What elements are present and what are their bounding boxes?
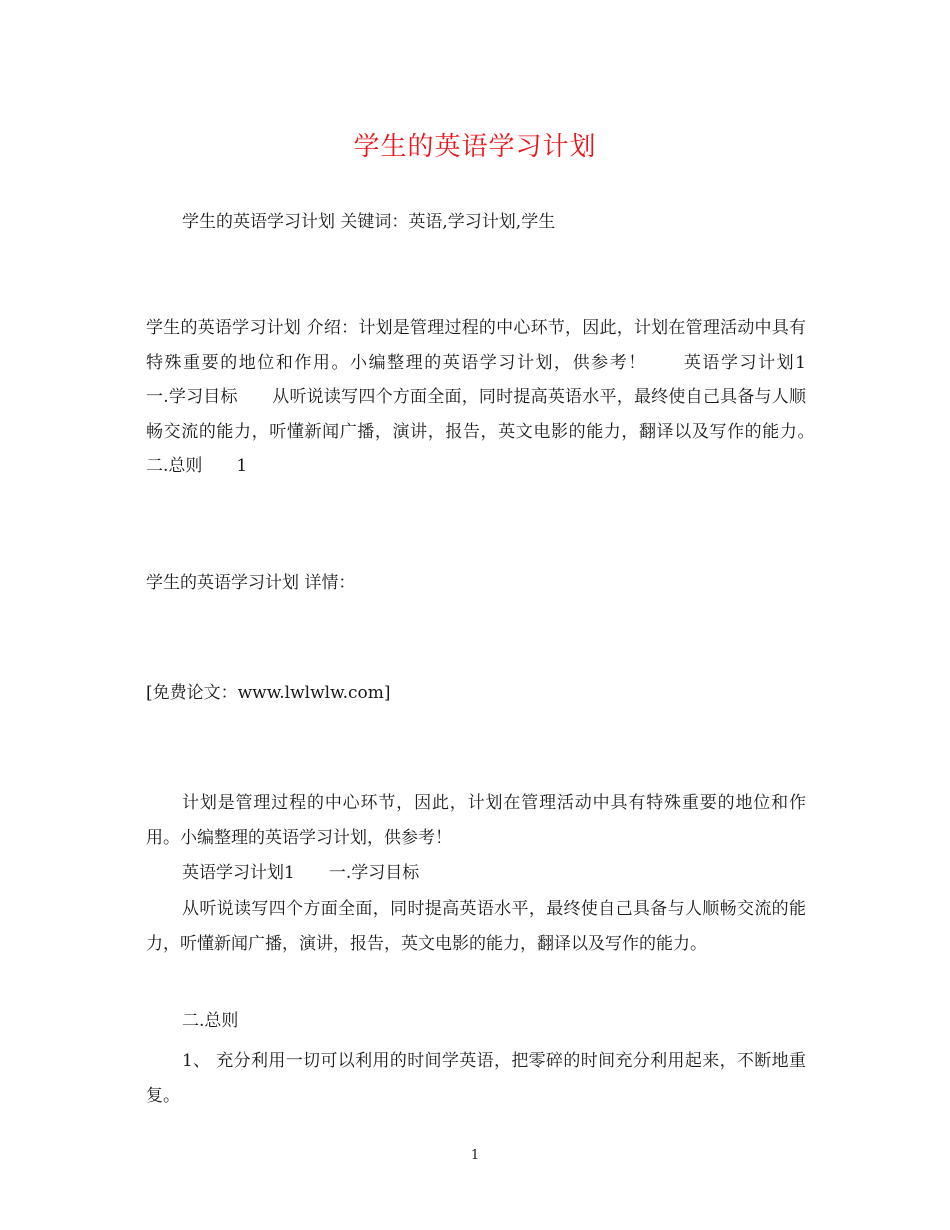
details-heading: 学生的英语学习计划 详情： [146, 573, 356, 593]
plan-label: 英语学习计划1 [182, 863, 295, 883]
document-title: 学生的英语学习计划 [353, 132, 597, 162]
body-paragraph-3: 从听说读写四个方面全面，同时提高英语水平，最终使自己具备与人顺畅交流的能力，听懂新闻广播，演讲，报告，英文电影的能力，翻译以及写作的能力。 [146, 899, 806, 954]
keywords-line: 学生的英语学习计划 关键词：英语,学习计划,学生 [182, 212, 556, 232]
page-number: 1 [470, 1148, 480, 1163]
source-note: [免费论文：www.lwlwlw.com] [146, 683, 391, 703]
goal-heading: 一.学习目标 [328, 863, 420, 883]
intro-paragraph: 学生的英语学习计划 介绍：计划是管理过程的中心环节，因此，计划在管理活动中具有特殊重要的地位和作用。小编整理的英语学习计划，供参考！ 英语学习计划1 一.学习目标 从听说读写四个方面全面，同时提高英语水平，最终使自己具备与人顺畅交流的能力，听懂新闻广播，演讲，报告，英文电影的能力，翻译以及写作的能力。 二.总则 1 [146, 318, 840, 476]
body-paragraph-4: 二.总则 [182, 1011, 239, 1031]
body-paragraph-1: 计划是管理过程的中心环节，因此，计划在管理活动中具有特殊重要的地位和作用。小编整理的英语学习计划，供参考！ [146, 793, 806, 848]
body-paragraph-2 [146, 856, 806, 891]
body-paragraph-5: 1、 充分利用一切可以利用的时间学英语，把零碎的时间充分利用起来，不断地重复。 [146, 1051, 806, 1106]
